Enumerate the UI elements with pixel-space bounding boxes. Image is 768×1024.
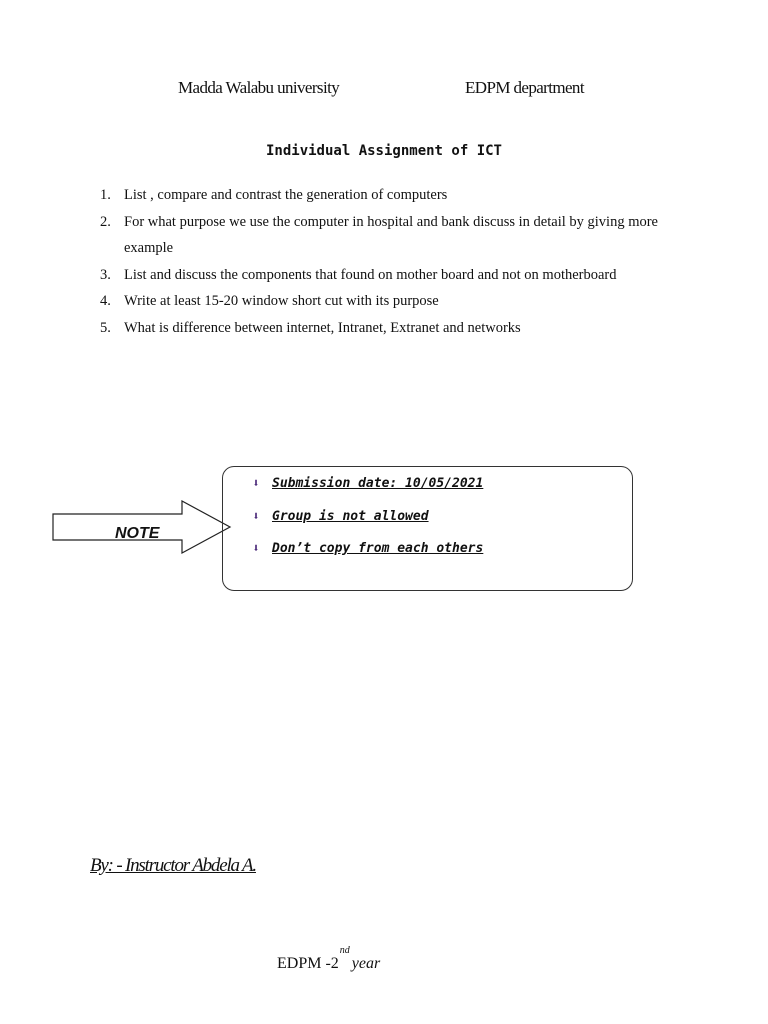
note-item [250,541,485,556]
question-text: For what purpose we use the computer in hospital and bank discuss in detail by giving more example [124,213,658,256]
note-item-text: Submission date: 10/05/2021 [272,476,484,491]
question-number: 4. [100,293,111,309]
question-number: 1. [100,187,111,203]
question-item [100,182,660,209]
note-item-text: Group is not allowed [272,509,429,524]
university-name: Madda Walabu university [178,78,340,97]
note-item [250,509,431,524]
question-item [100,262,660,289]
question-text: What is difference between internet, Intranet, Extranet and networks [124,319,521,336]
department-name: EDPM department [465,78,584,97]
assignment-title: Individual Assignment of ICT [265,143,502,159]
question-text: List and discuss the components that found on mother board and not on motherboard [124,266,617,283]
year-word: year [351,955,381,972]
question-item [100,209,660,262]
note-item-text: Don’t copy from each others [272,541,484,556]
note-item [250,476,485,491]
question-item [100,288,660,315]
question-list [100,182,660,341]
class-year-line [277,945,381,973]
question-number: 2. [100,213,111,230]
arrow-bullet-icon: ⬇ [252,509,260,523]
class-prefix: EDPM -2 [277,955,339,972]
instructor-byline: By: - Instructor Abdela A. [90,855,256,876]
question-text: List , compare and contrast the generation of computers [124,187,448,203]
ordinal-superscript: nd [339,945,350,956]
note-label: NOTE [115,525,160,538]
question-number: 5. [100,319,111,336]
question-number: 3. [100,266,111,283]
arrow-bullet-icon: ⬇ [252,541,260,555]
arrow-bullet-icon: ⬇ [252,476,260,490]
question-text: Write at least 15-20 window short cut with its purpose [124,293,439,309]
question-item [100,315,660,342]
